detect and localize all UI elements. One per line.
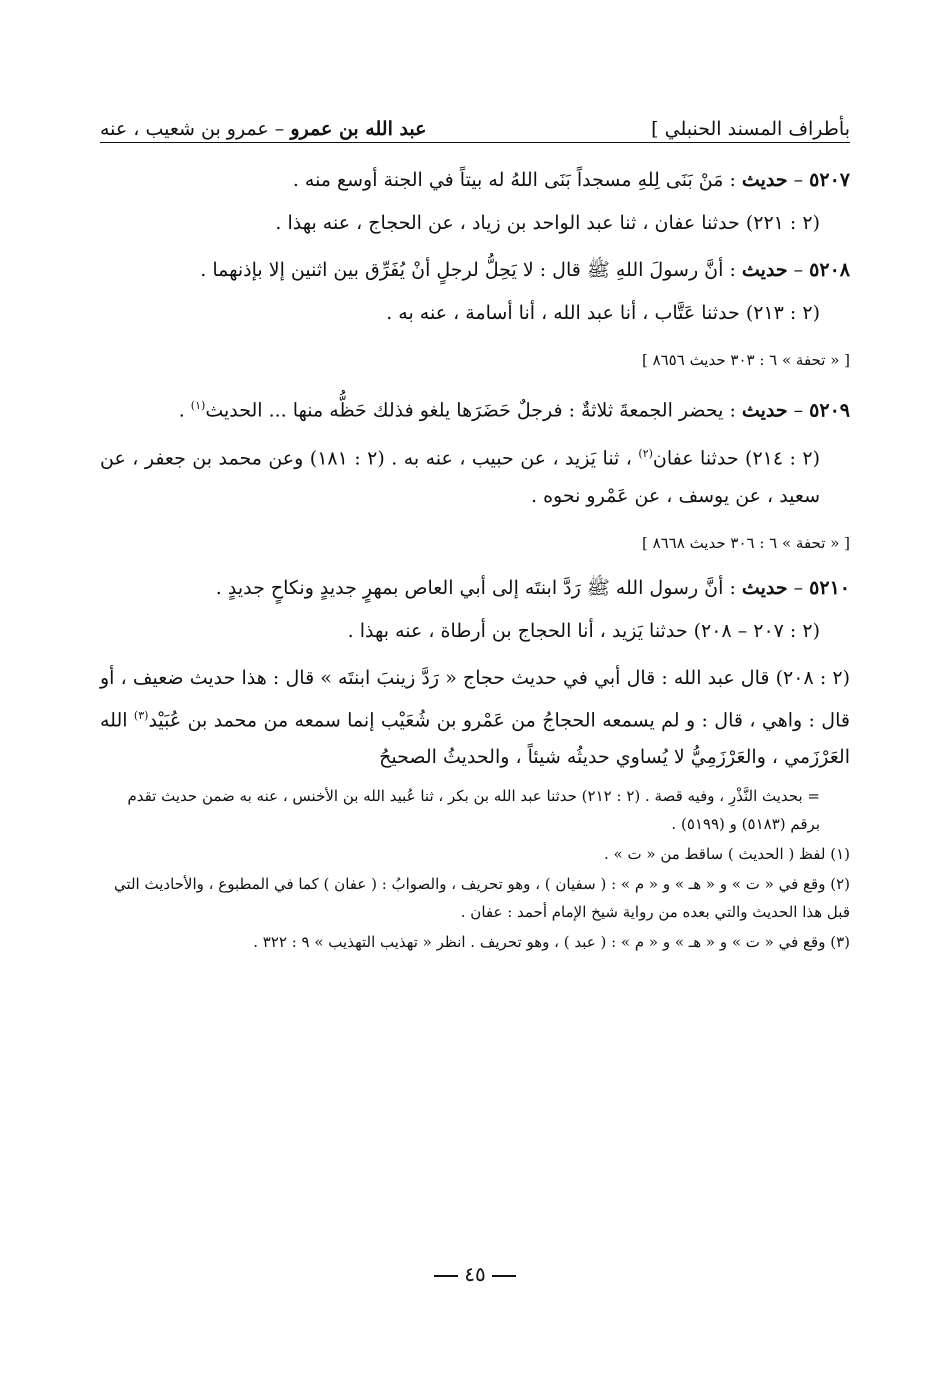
- commentary-text: (٢ : ٢٠٨) قال عبد الله : قال أبي في حديث حجاج « رَدَّ زينبَ ابنتَه » قال : هذا حديث ضعيف ، أو قال : واهي ، قال : و لم يسمعه الحجاجُ من عَمْرو بن شُعَيْب إنما سمعه من محمد بن عُبَيْد: [100, 666, 850, 731]
- isnad-chain: [100, 435, 850, 514]
- header-chapter-bold: عبد الله بن عمرو: [290, 118, 427, 140]
- footnote-marker: (٣): [133, 708, 149, 722]
- header-rule: [100, 142, 850, 143]
- hadith-entry: ٥٢٠٩ – حديث : يحضر الجمعةَ ثلاثةٌ : فرجلٌ حَضَرَها يلغو فذلك حَظُّه منها ... الحديث$^{(١)}$ .: [178, 399, 850, 422]
- book-page: [100, 90, 850, 1330]
- header-chapter: [100, 118, 427, 140]
- isnad-start: (٢ : ٢١٤) حدثنا عفان: [652, 447, 821, 470]
- footnote-1: (١) لفظ ( الحديث ) ساقط من « ت » .: [604, 844, 850, 863]
- hadith-entry: ٥٢١٠ – حديث : أنَّ رسول الله ﷺ رَدَّ ابنتَه إلى أبي العاص بمهرٍ جديدٍ ونكاحٍ جديدٍ .: [215, 576, 850, 599]
- isnad-chain: (٢ : ٢١٣) حدثنا عَتَّاب ، أنا عبد الله ، أنا أسامة ، عنه به .: [386, 302, 820, 324]
- hadith-number: ٥٢٠٩: [809, 399, 850, 422]
- commentary-text-end: الله العَرْزَمي ، والعَرْزَمِيُّ لا يُساوي حديثُه شيئاً ، والحديثُ الصحيحُ: [100, 708, 850, 768]
- hadith-text: : يحضر الجمعةَ ثلاثةٌ : فرجلٌ حَضَرَها يلغو فذلك حَظُّه منها ... الحديث: [205, 399, 736, 422]
- isnad-rest: ، ثنا يَزيد ، عن حبيب ، عنه به . (٢ : ١٨١) وعن محمد بن جعفر ، عن سعيد ، عن يوسف ، عن عَمْرو نحوه .: [100, 447, 820, 507]
- footnote-continuation: = بحديث النَّذْرِ ، وفيه قصة . (٢ : ٢١٢) حدثنا عبد الله بن بكر ، ثنا عُبيد الله بن الأخنس ، عنه به ضمن حديث تقدم برقم (٥١٨٣) و (٥١٩٩) .: [127, 786, 820, 833]
- commentary: [100, 660, 850, 776]
- hadith-number: ٥٢٠٧: [809, 169, 850, 191]
- hadith-text: : أنَّ رسول الله ﷺ رَدَّ ابنتَه إلى أبي العاص بمهرٍ جديدٍ ونكاحٍ جديدٍ .: [215, 576, 736, 599]
- hadith-text-end: .: [178, 399, 191, 422]
- page-number-dash: [434, 1275, 458, 1277]
- running-header: [100, 108, 850, 140]
- hadith-label: حديث: [741, 259, 788, 281]
- tuhfa-reference: [ « تحفة » ٦ : ٣٠٦ حديث ٨٦٦٨ ]: [641, 533, 850, 552]
- header-book-title: بأطراف المسند الحنبلي ]: [651, 118, 850, 140]
- footnote-2: (٢) وقع في « ت » و « هـ » و « م » : ( سفيان ) ، وهو تحريف ، والصوابُ : ( عفان ) كما في المطبوع ، والأحاديث التي قبل هذا الحديث والتي بعده من رواية شيخ الإمام أحمد : عفان .: [113, 874, 850, 921]
- isnad-chain: (٢ : ٢٢١) حدثنا عفان ، ثنا عبد الواحد بن زياد ، عن الحجاج ، عنه بهذا .: [275, 212, 820, 234]
- page-number: [100, 1262, 850, 1286]
- hadith-text: : مَنْ بَنَى لِلهِ مسجداً بَنَى اللهُ له بيتاً في الجنة أوسع منه .: [292, 169, 736, 191]
- hadith-text: : أنَّ رسولَ اللهِ ﷺ قال : لا يَحِلُّ لرجلٍ أنْ يُفَرِّق بين اثنين إلا بإذنهما .: [200, 259, 736, 281]
- hadith-number: ٥٢١٠: [809, 576, 850, 599]
- hadith-entry: ٥٢٠٨ – حديث : أنَّ رسولَ اللهِ ﷺ قال : لا يَحِلُّ لرجلٍ أنْ يُفَرِّق بين اثنين إلا بإذنهما .: [200, 259, 850, 281]
- hadith-label: حديث: [741, 399, 788, 422]
- footnotes: [100, 782, 850, 956]
- isnad-chain: (٢ : ٢٠٧ – ٢٠٨) حدثنا يَزيد ، أنا الحجاج بن أرطاة ، عنه بهذا .: [347, 619, 820, 642]
- page-number-dash: [492, 1275, 516, 1277]
- tuhfa-reference: [ « تحفة » ٦ : ٣٠٣ حديث ٨٦٥٦ ]: [641, 351, 850, 369]
- page-number-value: ٤٥: [464, 1262, 486, 1286]
- hadith-label: حديث: [741, 576, 788, 599]
- hadith-label: حديث: [741, 169, 788, 191]
- footnote-marker: (١): [190, 399, 206, 412]
- footnote-3: (٣) وقع في « ت » و « هـ » و « م » : ( عبد ) ، وهو تحريف . انظر « تهذيب التهذيب » ٩ : ٣٢٢ .: [253, 932, 850, 951]
- hadith-number: ٥٢٠٨: [809, 259, 850, 281]
- hadith-entry: ٥٢٠٧ – حديث : مَنْ بَنَى لِلهِ مسجداً بَنَى اللهُ له بيتاً في الجنة أوسع منه .: [292, 169, 850, 191]
- footnote-marker: (٢): [638, 447, 653, 461]
- main-text: [100, 162, 850, 958]
- header-chapter-rest: – عمرو بن شعيب ، عنه: [100, 118, 285, 140]
